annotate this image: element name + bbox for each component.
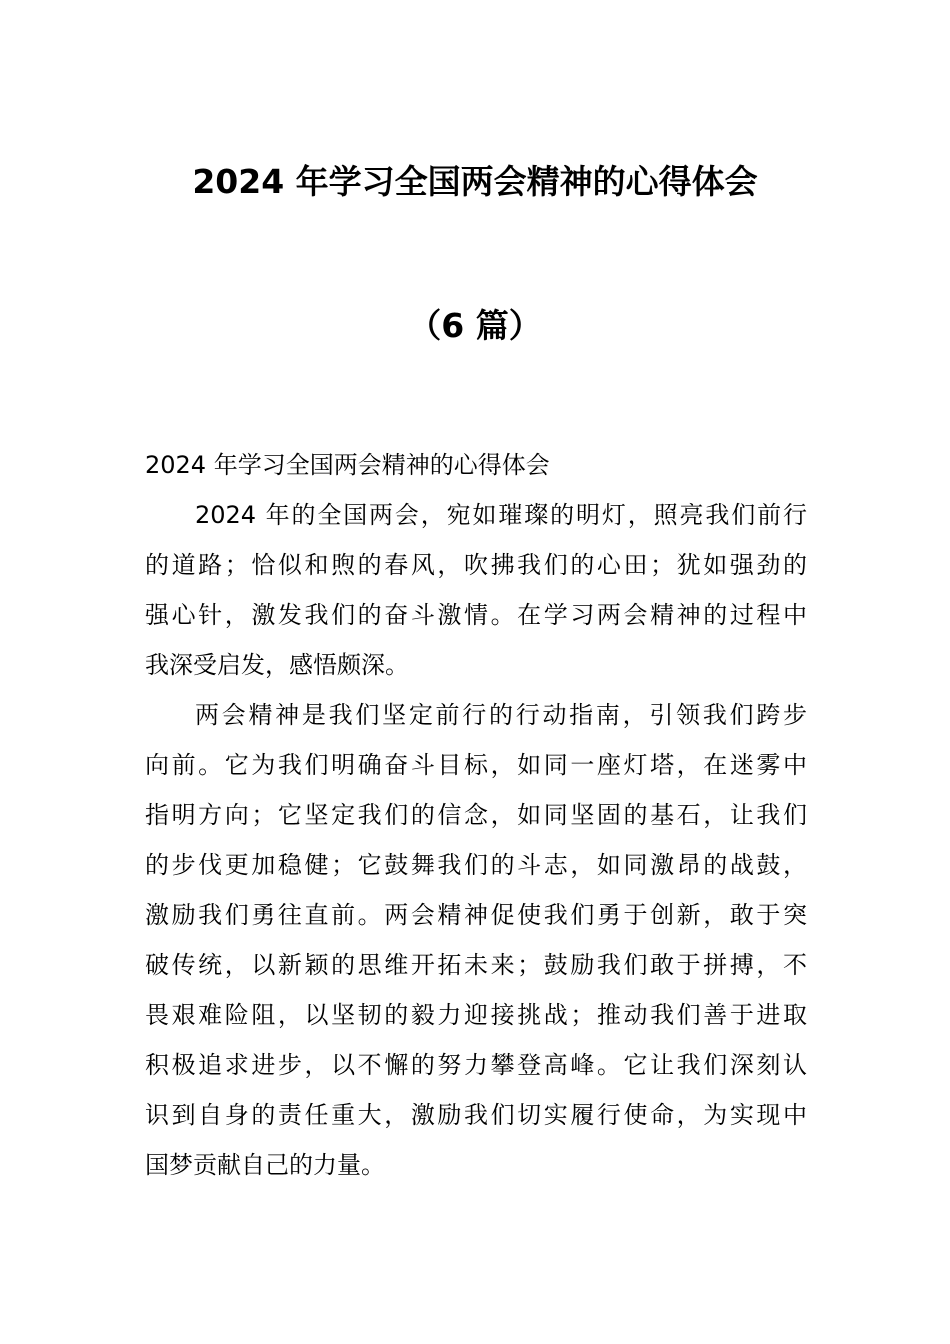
document-subtitle: （6 篇）: [408, 306, 542, 345]
paragraph-line: 识到自身的责任重大，激励我们切实履行使命，为实现中: [145, 1101, 807, 1129]
document-title: 2024 年学习全国两会精神的心得体会: [192, 162, 758, 201]
paragraph-line: 积极追求进步，以不懈的努力攀登高峰。它让我们深刻认: [145, 1051, 807, 1079]
paragraph-line: 2024 年的全国两会，宛如璀璨的明灯，照亮我们前行: [195, 501, 807, 529]
paragraph-line: 畏艰难险阻，以坚韧的毅力迎接挑战；推动我们善于进取: [145, 1001, 807, 1029]
document-body: [145, 440, 807, 1190]
paragraph-1: [145, 490, 807, 690]
paragraph-line: 破传统，以新颖的思维开拓未来；鼓励我们敢于拼搏，不: [145, 951, 807, 979]
paragraph-line: 的步伐更加稳健；它鼓舞我们的斗志，如同激昂的战鼓，: [145, 851, 807, 879]
paragraph-line: 向前。它为我们明确奋斗目标，如同一座灯塔，在迷雾中: [145, 751, 807, 779]
paragraph-line: 的道路；恰似和煦的春风，吹拂我们的心田；犹如强劲的: [145, 551, 807, 579]
paragraph-line: 强心针，激发我们的奋斗激情。在学习两会精神的过程中: [145, 601, 807, 629]
paragraph-line: 指明方向；它坚定我们的信念，如同坚固的基石，让我们: [145, 801, 807, 829]
paragraph-line: 国梦贡献自己的力量。: [145, 1151, 385, 1179]
paragraph-line: 激励我们勇往直前。两会精神促使我们勇于创新，敢于突: [145, 901, 807, 929]
paragraph-line: 两会精神是我们坚定前行的行动指南，引领我们跨步: [195, 701, 807, 729]
section-heading: 2024 年学习全国两会精神的心得体会: [145, 451, 550, 479]
paragraph-2: [145, 690, 807, 1190]
paragraph-line: 我深受启发，感悟颇深。: [145, 651, 409, 679]
